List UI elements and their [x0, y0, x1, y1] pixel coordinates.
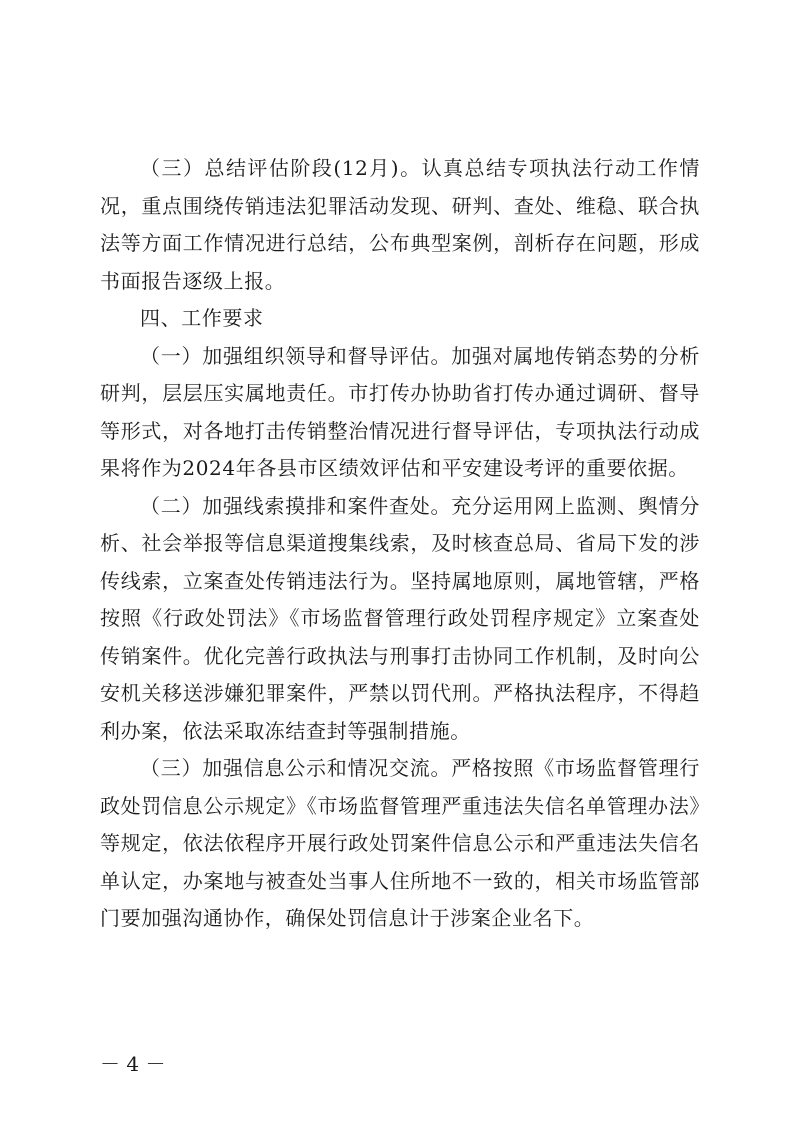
paragraph-organization-leadership: （一）加强组织领导和督导评估。加强对属地传销态势的分析研判，层层压实属地责任。市打传办协助省打传办通过调研、督导等形式，对各地打击传销整治情况进行督导评估，专项执法行动成果将作为2024年各县市区绩效评估和平安建设考评的重要依据。 — [100, 343, 700, 480]
document-body — [100, 150, 700, 938]
paragraph-information-disclosure: （三）加强信息公示和情况交流。严格按照《市场监督管理行政处罚信息公示规定》《市场监督管理严重违法失信名单管理办法》等规定，依法依程序开展行政处罚案件信息公示和严重违法失信名单认定，办案地与被查处当事人住所地不一致的，相关市场监管部门要加强沟通协作，确保处罚信息计于涉案企业名下。 — [100, 756, 700, 930]
paragraph-clue-investigation: （二）加强线索摸排和案件查处。充分运用网上监测、舆情分析、社会举报等信息渠道搜集线索，及时核查总局、省局下发的涉传线索，立案查处传销违法行为。坚持属地原则，属地管辖，严格按照《行政处罚法》《市场监督管理行政处罚程序规定》立案查处传销案件。优化完善行政执法与刑事打击协同工作机制，及时向公安机关移送涉嫌犯罪案件，严禁以罚代刑。严格执法程序，不得趋利办案，依法采取冻结查封等强制措施。 — [100, 493, 700, 743]
page-number: － 4 － — [100, 1052, 166, 1076]
paragraph-summary-stage: （三）总结评估阶段(12月)。认真总结专项执法行动工作情况，重点围绕传销违法犯罪活动发现、研判、查处、维稳、联合执法等方面工作情况进行总结，公布典型案例，剖析存在问题，形成书面报告逐级上报。 — [100, 156, 700, 293]
section-heading-work-requirements: 四、工作要求 — [140, 306, 264, 330]
